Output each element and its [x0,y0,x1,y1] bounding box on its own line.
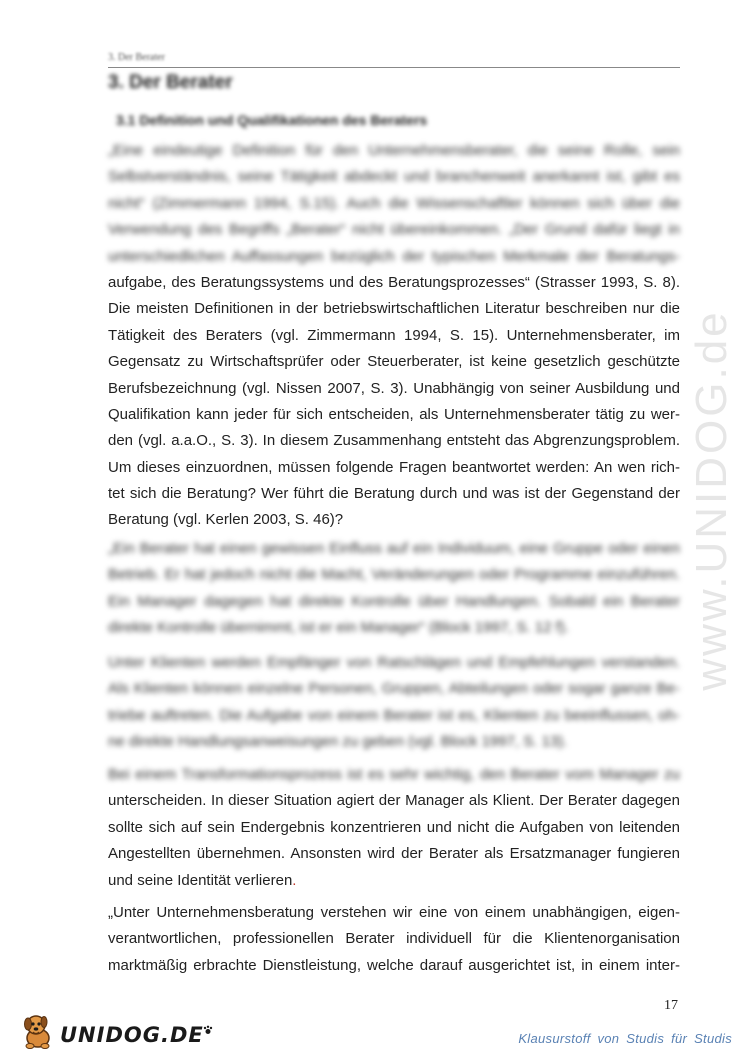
text-line: direkte Kontrolle übernimmt, ist er ein Manager“ (Block 1997, S. 12 f). [108,619,570,637]
watermark: www.UNIDOG.de [687,309,736,691]
text-line: triebe auftreten. Die Aufgabe von einem Berater ist es, Klienten zu beeinflussen, oh- [108,706,680,724]
text-line: Als Klienten können einzelne Personen, Gruppen, Abteilungen oder sogar ganze Be- [108,680,680,698]
text-line: „Unter Unternehmensberatung verstehen wir eine von einem unabhängigen, eigen- [108,904,680,921]
edit-mark: . [292,871,297,889]
text-line: sollte sich auf sein Endergebnis konzentrieren und nicht die Aufgaben von leitenden [108,818,680,836]
page-number: 17 [664,998,678,1013]
unidog-logo[interactable] [18,1010,213,1050]
running-head: 3. Der Berater [108,52,165,63]
text-line: Tätigkeit des Beraters (vgl. Zimmermann 1994, S. 15). Unternehmensberater, im [108,326,680,344]
dog-mascot-icon [18,1010,58,1050]
text-line: Selbstverständnis, seine Tätigkeit abdeckt und branchenweit anerkannt ist, gibt es [108,168,680,186]
paragraph-definition [108,138,680,534]
paragraph-consulting-definition [108,900,680,979]
text-line: Gegensatz zu Wirtschaftsprüfer oder Steuerberater, ist keine gesetzlich geschützte [108,353,680,371]
text-line: Berufsbezeichnung (vgl. Nissen 2007, S. 3). Unabhängig von seiner Ausbildung und [108,379,680,397]
header-rule [108,67,680,68]
chapter-heading: 3. Der Berater [108,72,233,93]
text-line: unterschiedlichen Auffassungen bezüglich der typischen Merkmale der Beratungs- [108,247,680,265]
text-line: ne direkte Handlungsanweisungen zu geben (vgl. Block 1997, S. 13). [108,733,568,751]
text-line: Bei einem Transformationsprozess ist es sehr wichtig, den Berater vom Manager zu [108,766,680,783]
text-line: Ein Manager dagegen hat direkte Kontrolle über Handlungen. Sobald ein Berater [108,592,680,610]
section-heading: 3.1 Definition und Qualifikationen des Beraters [116,112,428,128]
paw-icon [203,1025,213,1035]
paragraph-transformation [108,762,680,894]
text-line: Um dieses einzuordnen, müssen folgende Fragen beantwortet werden: An wen rich- [108,458,680,476]
text-line: Angestellten übernehmen. Ansonsten wird der Berater als Ersatzmanager fungieren [108,845,680,863]
text-line: tet sich die Beratung? Wer führt die Beratung durch und was ist der Gegenstand der [108,485,680,503]
text-line: Unter Klienten werden Empfänger von Ratschlägen und Empfehlungen verstanden. [108,654,680,671]
footer-tagline: Klausurstoff von Studis für Studis [518,1031,732,1046]
text-line: nicht“ (Zimmermann 1994, S.15). Auch die Wissenschaftler können sich über die [108,194,680,212]
logo-text: UNIDOG.DE [60,1023,204,1047]
text-line: Die meisten Definitionen in der betriebswirtschaftlichen Literatur beschreiben nur die [108,300,680,318]
text-line: Verwendung des Begriffs „Berater“ nicht übereinkommen. „Der Grund dafür liegt in [108,221,680,239]
text-line: den (vgl. a.a.O., S. 3). In diesem Zusammenhang entsteht das Abgrenzungsproblem. [108,432,680,450]
text-line-content: und seine Identität verlieren [108,871,293,889]
text-line: Beratung (vgl. Kerlen 2003, S. 46)? [108,511,344,529]
paragraph-clients [108,650,680,756]
text-line: unterscheiden. In dieser Situation agiert der Manager als Klient. Der Berater dagegen [108,792,680,810]
paragraph-quote-block [108,536,680,642]
text-line: marktmäßig erbrachte Dienstleistung, welche darauf ausgerichtet ist, in einem inter- [108,956,680,974]
text-line: aufgabe, des Beratungssystems und des Beratungsprozesses“ (Strasser 1993, S. 8). [108,273,680,291]
text-line: „Ein Berater hat einen gewissen Einfluss auf ein Individuum, eine Gruppe oder einen [108,540,680,557]
text-line [108,868,680,894]
text-line: Qualifikation kann jeder für sich entscheiden, als Unternehmensberater tätig zu wer- [108,405,680,423]
text-line: verantwortlichen, professionellen Berater individuell für die Klientenorganisation [108,930,680,948]
text-line: „Eine eindeutige Definition für den Unternehmensberater, die seine Rolle, sein [108,142,680,159]
text-line: Betrieb. Er hat jedoch nicht die Macht, Veränderungen oder Programme einzuführen. [108,566,680,584]
